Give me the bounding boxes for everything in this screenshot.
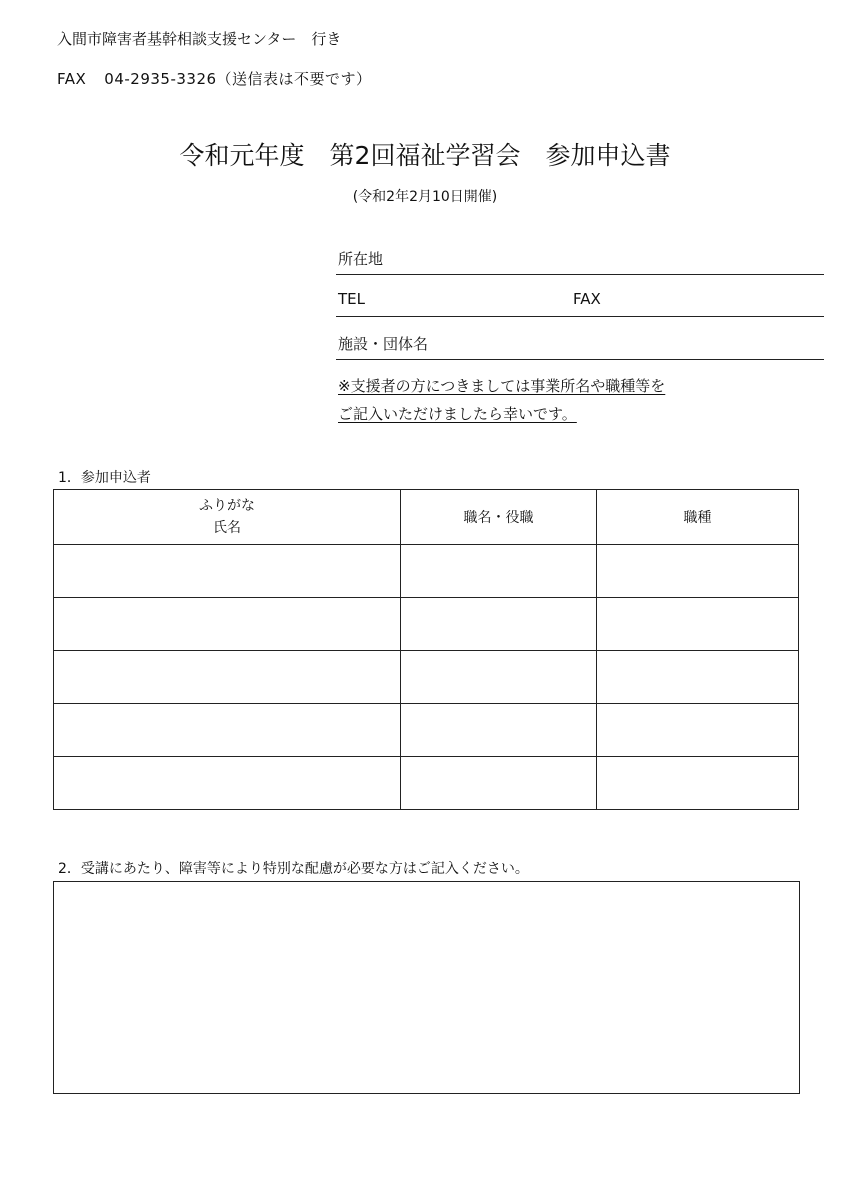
special-needs-box[interactable]	[53, 881, 800, 1094]
tel-label: TEL	[338, 290, 365, 308]
position-cell[interactable]	[401, 545, 597, 598]
supporter-note	[338, 372, 665, 428]
occupation-cell[interactable]	[597, 598, 799, 651]
position-cell[interactable]	[401, 704, 597, 757]
form-title: 令和元年度 第2回福祉学習会 参加申込書	[179, 141, 671, 170]
table-row	[54, 704, 799, 757]
table-row	[54, 598, 799, 651]
applicant-table	[53, 489, 799, 810]
facility-name-field[interactable]	[336, 331, 824, 360]
fax-label: FAX	[57, 70, 87, 88]
occupation-cell[interactable]	[597, 651, 799, 704]
destination-header: 入間市障害者基幹相談支援センター 行き	[57, 30, 342, 48]
fax-number: 04-2935-3326（送信表は不要です）	[104, 70, 372, 88]
name-label: 氏名	[213, 520, 241, 536]
name-cell[interactable]	[54, 704, 401, 757]
section2-heading: 2．受講にあたり、障害等により特別な配慮が必要な方はご記入ください。	[58, 861, 529, 877]
table-row	[54, 757, 799, 810]
table-header-row	[54, 490, 799, 545]
position-column-header: 職名・役職	[401, 490, 597, 545]
name-cell[interactable]	[54, 651, 401, 704]
facility-label: 施設・団体名	[338, 335, 429, 353]
note-line: ※支援者の方につきましては事業所名や職種等を	[338, 377, 666, 395]
position-cell[interactable]	[401, 757, 597, 810]
address-label: 所在地	[338, 250, 384, 268]
table-row	[54, 545, 799, 598]
occupation-cell[interactable]	[597, 757, 799, 810]
occupation-cell[interactable]	[597, 704, 799, 757]
name-column-header	[54, 490, 401, 545]
occupation-cell[interactable]	[597, 545, 799, 598]
occupation-column-header: 職種	[597, 490, 799, 545]
name-cell[interactable]	[54, 545, 401, 598]
name-cell[interactable]	[54, 598, 401, 651]
address-field[interactable]	[336, 246, 824, 275]
fax-info	[57, 68, 372, 89]
form-subtitle: (令和2年2月10日開催)	[352, 189, 498, 205]
table-row	[54, 651, 799, 704]
position-cell[interactable]	[401, 598, 597, 651]
name-cell[interactable]	[54, 757, 401, 810]
tel-fax-field[interactable]	[336, 288, 824, 317]
furigana-label: ふりがな	[199, 498, 255, 514]
section1-heading: 1．参加申込者	[58, 470, 151, 486]
applicant-fax-label: FAX	[573, 290, 601, 308]
position-cell[interactable]	[401, 651, 597, 704]
note-line: ご記入いただけましたら幸いです。	[338, 405, 577, 423]
